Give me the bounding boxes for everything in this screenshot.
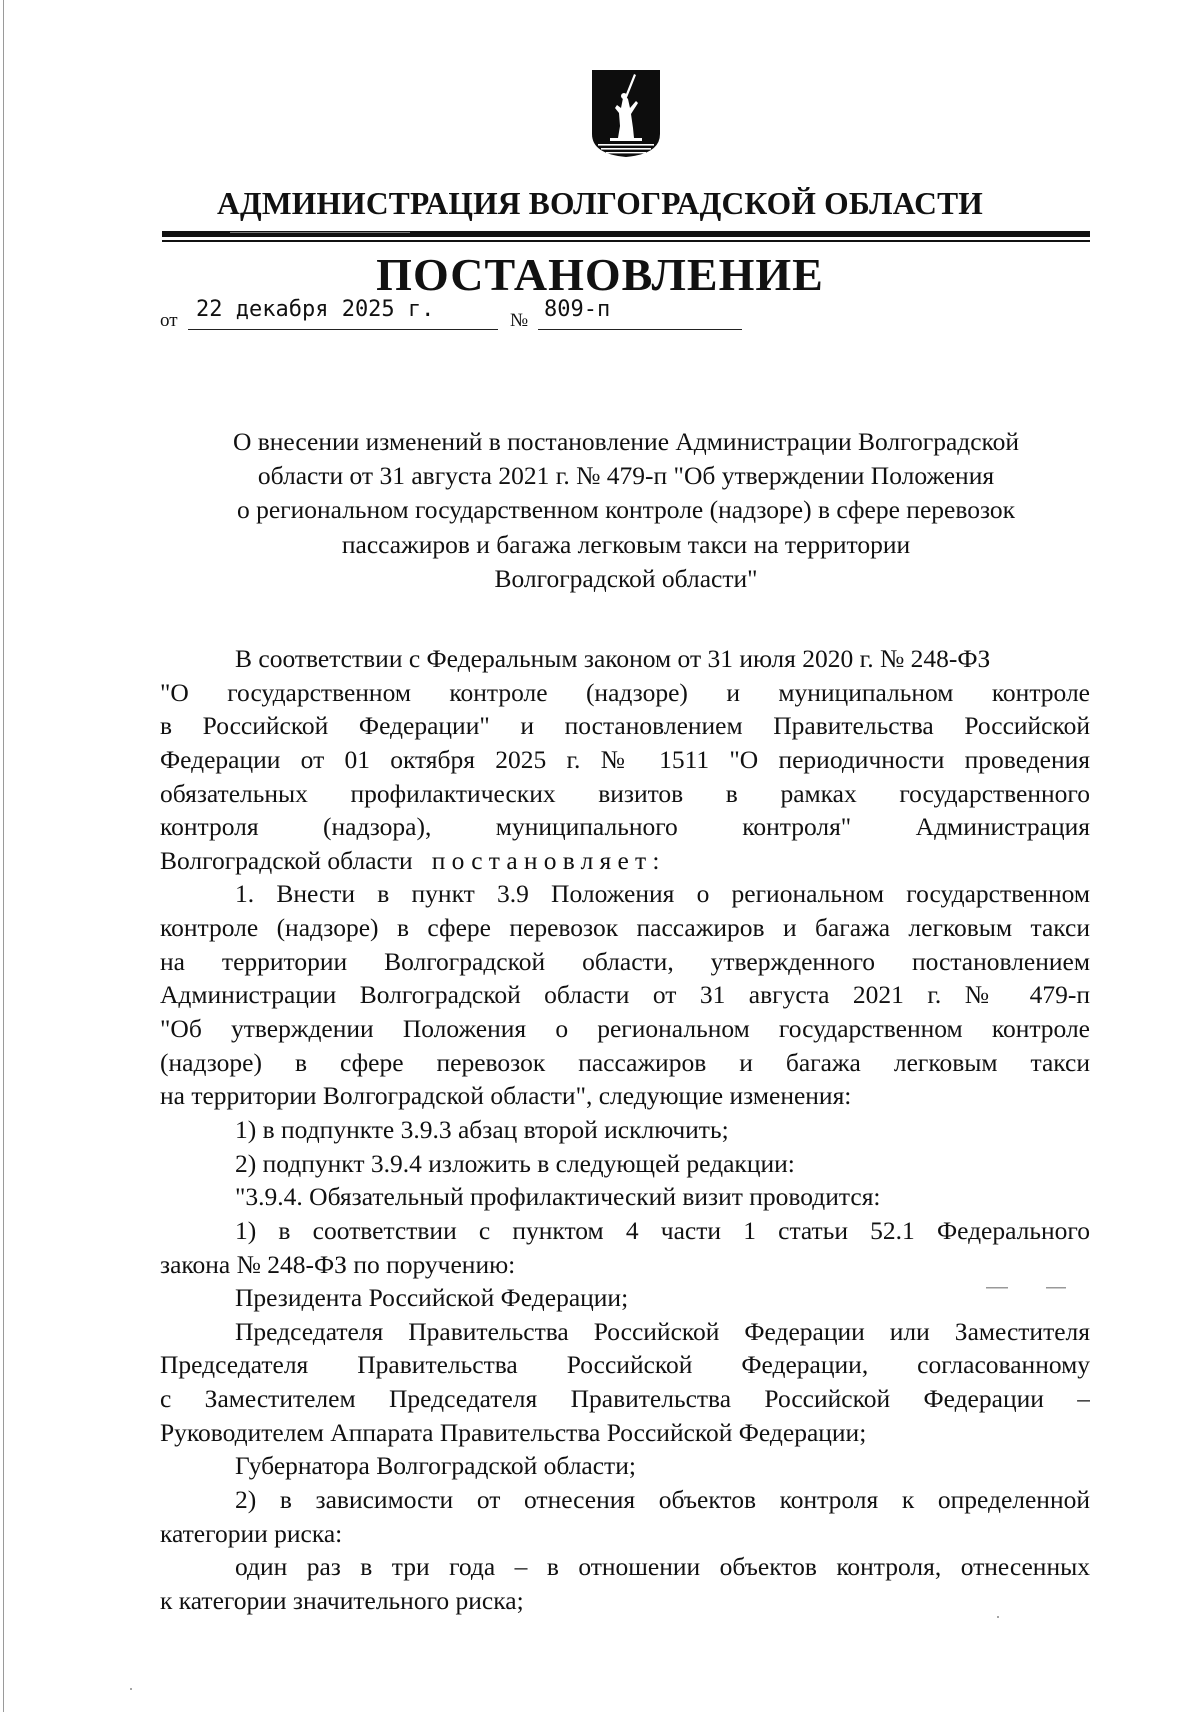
heading-line: области от 31 августа 2021 г. № 479-п "Об утверждении Положения	[257, 461, 995, 491]
date-label: от	[160, 310, 178, 331]
body-line: контроля (надзора), муниципального контроля" Администрация	[160, 812, 1090, 842]
body-line: в Российской Федерации" и постановлением Правительства Российской	[160, 711, 1090, 741]
body-line: на территории Волгоградской области", следующие изменения:	[160, 1081, 852, 1111]
body-line: "Об утверждении Положения о региональном государственном контроле	[160, 1014, 1090, 1044]
heading-line: пассажиров и багажа легковым такси на территории	[341, 529, 911, 559]
body-line: Председателя Правительства Российской Федерации или Заместителя	[235, 1316, 1090, 1346]
number-label: №	[510, 310, 529, 331]
heading-line: О внесении изменений в постановление Администрации Волгоградской	[232, 427, 1020, 456]
body-line: В соответствии с Федеральным законом от 31 июля 2020 г. № 248-ФЗ	[235, 644, 991, 673]
body-line: 1) в соответствии с пунктом 4 части 1 статьи 52.1 Федерального	[235, 1215, 1090, 1245]
body-line: Руководителем Аппарата Правительства Российской Федерации;	[160, 1417, 867, 1447]
organization-title: АДМИНИСТРАЦИЯ ВОЛГОГРАДСКОЙ ОБЛАСТИ	[217, 186, 983, 221]
body-fragment: Волгоградской области	[160, 845, 413, 875]
body-line: "3.9.4. Обязательный профилактический визит проводится:	[235, 1182, 881, 1212]
body-line: Губернатора Волгоградской области;	[235, 1451, 636, 1481]
heading-line: о региональном государственном контроле (надзоре) в сфере перевозок	[236, 495, 1016, 525]
body-line: обязательных профилактических визитов в рамках государственного	[160, 778, 1090, 808]
body-line: 2) подпункт 3.9.4 изложить в следующей редакции:	[235, 1148, 795, 1178]
date-value: 22 декабря 2025 г.	[196, 297, 435, 322]
body-line: на территории Волгоградской области, утвержденного постановлением	[160, 946, 1090, 976]
body-line: с Заместителем Председателя Правительства Российской Федерации –	[160, 1384, 1090, 1414]
document-type-title: ПОСТАНОВЛЕНИЕ	[376, 249, 824, 300]
body-line: 1) в подпункте 3.9.3 абзац второй исключить;	[235, 1114, 729, 1144]
decision-word: постановляет:	[431, 845, 666, 875]
body-line: 2) в зависимости от отнесения объектов контроля к определенной	[235, 1485, 1090, 1515]
body-line: (надзоре) в сфере перевозок пассажиров и багажа легковым такси	[160, 1047, 1090, 1077]
body-line: 1. Внести в пункт 3.9 Положения о региональном государственном	[235, 879, 1090, 909]
body-line: к категории значительного риска;	[160, 1585, 524, 1615]
number-value: 809-п	[544, 297, 611, 322]
body-line: закона № 248-ФЗ по поручению:	[160, 1249, 516, 1279]
heading-line: Волгоградской области"	[494, 563, 758, 593]
body-line: контроле (надзоре) в сфере перевозок пассажиров и багажа легковым такси	[160, 913, 1090, 943]
body-line: "О государственном контроле (надзоре) и муниципальном контроле	[160, 677, 1090, 707]
body-line: Председателя Правительства Российской Федерации, согласованному	[160, 1350, 1090, 1380]
body-line: Президента Российской Федерации;	[235, 1283, 629, 1313]
body-line: Федерации от 01 октября 2025 г. № 1511 "О периодичности проведения	[160, 744, 1090, 774]
body-line: Администрации Волгоградской области от 31 августа 2021 г. № 479-п	[160, 980, 1090, 1010]
body-line: один раз в три года – в отношении объектов контроля, отнесенных	[235, 1552, 1090, 1582]
body-line: категории риска:	[160, 1518, 343, 1548]
